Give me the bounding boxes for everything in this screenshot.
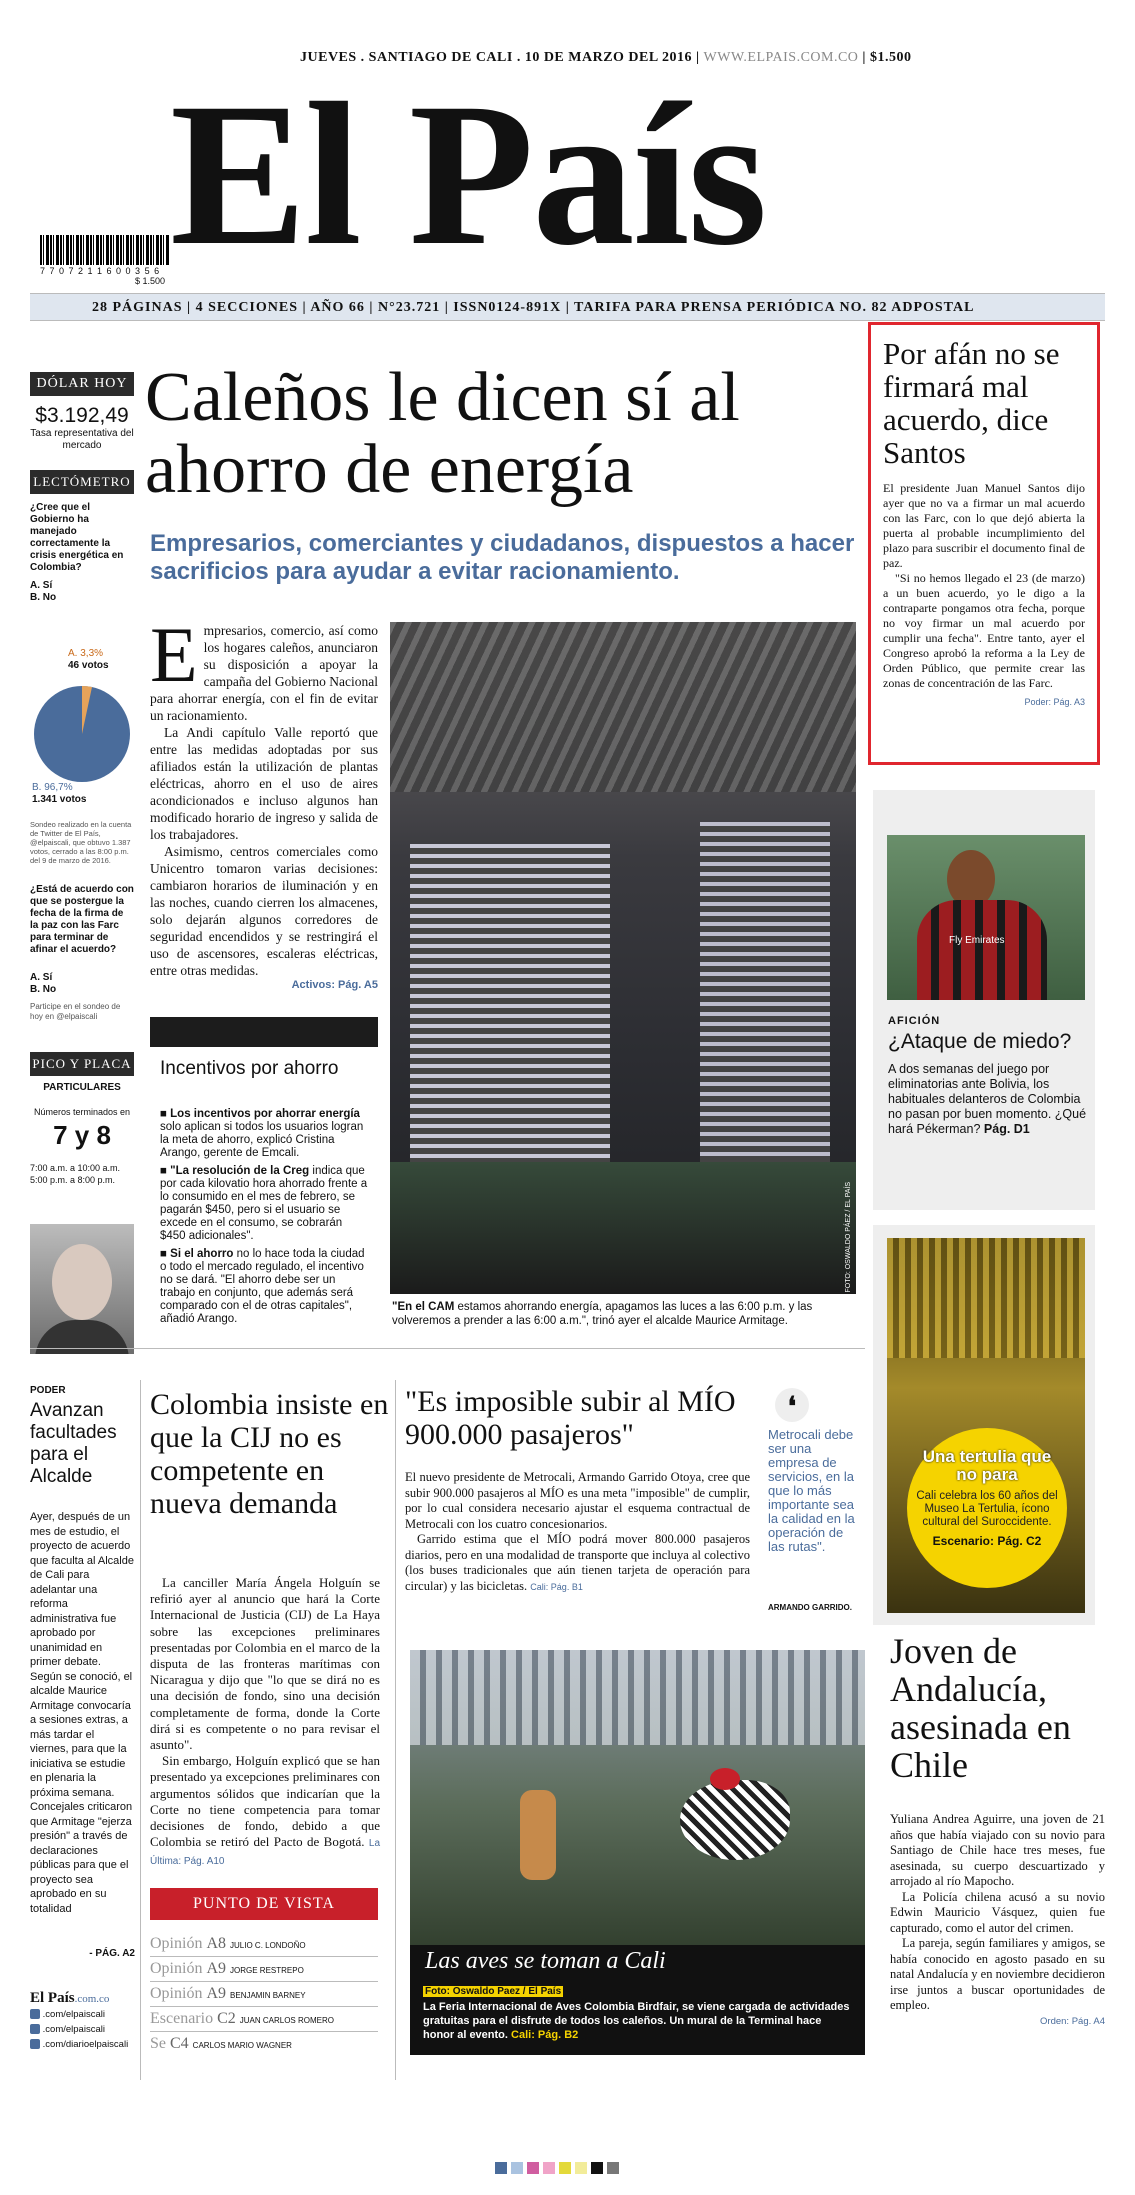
santos-ref[interactable]: Poder: Pág. A3 <box>1024 697 1085 707</box>
footballer-photo <box>887 835 1085 1000</box>
mio-p1: El nuevo presidente de Metrocali, Armando Garrido Otoya, cree que subir 900.000 pasajeros al MÍO es una meta "imposible" de cumplir, por lo cual considera necesario ajustar el esquema contractual de Metrocali con los cuatro concesionarios. <box>405 1470 750 1531</box>
mio-ref[interactable]: Cali: Pág. B1 <box>530 1581 583 1592</box>
pico-placa-label: PICO Y PLACA <box>30 1052 134 1076</box>
punto-de-vista-label: PUNTO DE VISTA <box>150 1888 378 1920</box>
incentivos-list <box>160 1108 370 1326</box>
main-ref[interactable]: Activos: Pág. A5 <box>291 979 378 991</box>
aves-text: La Feria Internacional de Aves Colombia Birdfair, se viene cargada de actividades gratuitas para el disfrute de todos los caleños. Un mural de la Terminal hace honor al evento. Cali: Pág. B2 <box>423 2001 850 2041</box>
aficion-title[interactable]: ¿Ataque de miedo? <box>888 1030 1072 1053</box>
main-story-body <box>150 611 378 991</box>
twitter-icon <box>30 2009 40 2019</box>
dolar-label: DÓLAR HOY <box>30 372 134 396</box>
pico-placa-sub: PARTICULARES <box>43 1082 121 1093</box>
info-strip: 28 PÁGINAS | 4 SECCIONES | AÑO 66 | N°23.721 | ISSN0124-891X | TARIFA PARA PRENSA PERIÓDICA NO. 82 ADPOSTAL <box>30 293 1105 321</box>
dateline: JUEVES . SANTIAGO DE CALI . 10 DE MARZO DEL 2016 <box>300 50 692 65</box>
opinion-row[interactable]: Escenario C2 JUAN CARLOS ROMERO <box>150 2007 378 2032</box>
chile-ref[interactable]: Orden: Pág. A4 <box>1040 2015 1105 2027</box>
poder-ref[interactable]: - PÁG. A2 <box>89 1948 135 1959</box>
tertulia-ref[interactable]: Escenario: Pág. C2 <box>932 1534 1042 1548</box>
social-twitter[interactable]: .com/elpaiscali <box>30 2007 135 2022</box>
santos-p1: El presidente Juan Manuel Santos dijo ayer que no va a firmar un mal acuerdo con las Farc, con lo que dejó abierta la puerta al probable incumplimiento del plazo para suscribir el documento final de paz. <box>883 481 1085 570</box>
aficion-kicker: AFICIÓN <box>888 1015 941 1027</box>
mio-p2: Garrido estima que el MÍO podrá mover 800.000 pasajeros diarios, pero en una modalidad de transporte que incluya al colectivo (los buses tradicionales que aún tienen tarjeta de operación para circular) y las bicicletas. Cali: Pág. B1 <box>405 1532 750 1593</box>
tertulia-text: Cali celebra los 60 años del Museo La Tertulia, ícono cultural del Suroccidente. <box>916 1490 1058 1528</box>
col-separator-1 <box>140 1380 141 2080</box>
price: $1.500 <box>870 50 912 65</box>
cij-body <box>150 1575 380 1871</box>
chile-p1: Yuliana Andrea Aguirre, una joven de 21 años que había viajado con su novio para Santiago de Chile hace tres meses, fue asesinada, su cuerpo descuartizado y arrojado al río Mapocho. <box>890 1812 1105 1888</box>
main-p1: mpresarios, comercio, así como los hogares caleños, anunciaron su disposición a apoyar la campaña del Gobierno Nacional para ahorrar energía, con el fin de evitar un racionamiento. <box>150 623 378 723</box>
tertulia-photo <box>887 1238 1085 1613</box>
aves-title[interactable]: Las aves se toman a Cali <box>425 1948 666 1974</box>
opinion-row[interactable]: Opinión A9 JORGE RESTREPO <box>150 1957 378 1982</box>
incentivo-3: ■ Si el ahorro no lo hace toda la ciudad o todo el mercado regulado, el incentivo no se dará. "El ahorro debe ser un trabajo en conjunto, que además será comparado con el de otras capitales", añadió Arango. <box>160 1248 365 1325</box>
aves-credit: Foto: Oswaldo Paez / El País <box>425 1986 562 1997</box>
pie-label-a <box>68 648 109 672</box>
pie-b-pct: B. 96,7% <box>32 782 73 793</box>
newspaper-logo: El País <box>170 61 766 288</box>
aves-ref[interactable]: Cali: Pág. B2 <box>511 2029 579 2041</box>
barcode-number: 7 7 0 7 2 1 1 6 0 0 3 5 6 <box>40 266 161 276</box>
row-separator <box>30 1348 865 1349</box>
dolar-note: Tasa representativa del mercado <box>30 428 134 451</box>
mio-body <box>405 1470 750 1595</box>
pie-a-pct: A. 3,3% <box>68 648 104 659</box>
tertulia-title[interactable]: Una tertulia que no para <box>922 1447 1052 1484</box>
facebook-icon <box>30 2039 40 2049</box>
santos-story-box <box>868 322 1100 765</box>
drop-cap: E <box>150 611 198 698</box>
poll-question-1: ¿Cree que el Gobierno ha manejado correctamente la crisis energética en Colombia? <box>30 502 124 573</box>
incentivo-1: ■ Los incentivos por ahorrar energía solo aplican si todos los usuarios logran la meta de ahorro, explicó Cristina Arango, gerente de Emcali. <box>160 1108 364 1159</box>
aficion-ref[interactable]: Pág. D1 <box>983 1122 1030 1136</box>
aficion-text: A dos semanas del juego por eliminatorias ante Bolivia, los habituales delanteros de Colombia no pasan por buen momento. ¿Qué hará Pékerman? Pág. D1 <box>888 1062 1087 1136</box>
poll2-option-a: A. Sí <box>30 972 53 983</box>
pico-placa-nums: 7 y 8 <box>53 1120 111 1150</box>
poll-note: Sondeo realizado en la cuenta de Twitter de El País, @elpaiscali, que obtuvo 1.387 votos, cerrado a las 8:00 p.m. del 9 de marzo de 2016. <box>30 820 132 865</box>
dolar-value: $3.192,49 <box>35 404 129 427</box>
main-subhead: Empresarios, comerciantes y ciudadanos, dispuestos a hacer sacrificios para ayudar a evitar racionamiento. <box>150 530 855 585</box>
chile-headline[interactable]: Joven de Andalucía, asesinada en Chile <box>890 1631 1071 1785</box>
social-logo: El País.com.co <box>30 1990 110 2006</box>
poll-pie-chart <box>32 684 132 784</box>
opinion-row[interactable]: Se C4 CARLOS MARIO WAGNER <box>150 2035 292 2052</box>
poll-participate[interactable]: Participe en el sondeo de hoy en @elpaiscali <box>30 1002 121 1021</box>
social-facebook[interactable]: .com/diarioelpaiscali <box>30 2037 135 2052</box>
opinion-row[interactable]: Opinión A8 JULIO C. LONDOÑO <box>150 1932 378 1957</box>
mio-quote: Metrocali debe ser una empresa de servicios, en la que lo más importante sea la calidad en la operación de las rutas". <box>768 1427 855 1554</box>
incentivos-title: Incentivos por ahorro <box>160 1058 339 1079</box>
photo-caption: "En el CAM estamos ahorrando energía, apagamos las luces a las 6:00 p.m. y las volveremos a prender a las 6:00 a.m.", trinó ayer el alcalde Maurice Armitage. <box>392 1301 813 1327</box>
cij-headline[interactable]: Colombia insiste en que la CIJ no es competente en nueva demanda <box>150 1388 389 1520</box>
poder-title[interactable]: Avanzan facultades para el Alcalde <box>30 1400 117 1487</box>
poll-option-a: A. Sí <box>30 580 53 591</box>
barcode-price: $ 1.500 <box>135 276 166 286</box>
incentivo-2: ■ "La resolución de la Creg indica que por cada kilovatio hora ahorrado frente a lo consumido en el mes de febrero, se pagarán $450, pero si el usuario se excede en el consumo, se cobrarán $450 adicionales". <box>160 1165 368 1242</box>
opinion-row[interactable]: Opinión A9 BENJAMIN BARNEY <box>150 1982 378 2007</box>
punto-de-vista-list <box>150 1932 378 2056</box>
shirt-text: Fly Emirates <box>949 935 1005 946</box>
pie-a-votes: 46 votos <box>68 660 109 671</box>
lectometro-label: LECTÓMETRO <box>30 470 134 494</box>
santos-p2: "Si no hemos llegado el 23 (de marzo) a un buen acuerdo, yo le digo a la contraparte pongamos otra fecha, porque no voy firmar un mal acuerdo por cumplir una fecha". Entre tanto, ayer el Congreso aprobó la reforma a la Ley de Orden Público, que permite crear las zonas de concentración de las Farc. <box>883 571 1085 690</box>
registration-marks <box>495 2162 619 2174</box>
pie-label-b <box>32 782 86 806</box>
poder-text: Ayer, después de un mes de estudio, el proyecto de acuerdo que faculta al Alcalde de Cali para adelantar una reforma administrativa fue aprobado por unanimidad en primer debate. Según se conoció, el alcalde Maurice Armitage convocaría a sesiones extras, a más tardar el viernes, para que la iniciativa se estudie en plenaria la próxima semana. Concejales criticaron que Armitage "ejerza presión" a través de declaraciones públicas para que el proyecto sea aprobado en su totalidad <box>30 1511 134 1915</box>
main-p3: Asimismo, centros comerciales como Unicentro tomaron varias decisiones: cambiaron horarios de iluminación y en las noches, cuando cierren los almacenes, solo dejarán algunos corredores de seguridad encendidos y se restringirá el uso de ascensores, escaleras eléctricas, entre otras medidas. <box>150 844 378 978</box>
chile-p3: La pareja, según familiares y amigos, se había conocido en agosto pasado en su natal Andalucía y en noviembre decidieron irse juntos a buscar oportunidades de empleo. <box>890 1936 1105 2012</box>
pico-placa-nums-label: Números terminados en <box>33 1107 131 1117</box>
col-separator-2 <box>395 1380 396 2080</box>
mayor-portrait <box>30 1224 134 1354</box>
pie-b-votes: 1.341 votos <box>32 794 87 805</box>
cij-p1: La canciller María Ángela Holguín se refirió ayer al anuncio que hará la Corte Internacional de Justicia (CIJ) de La Haya sobre las excepciones preliminares presentadas por Colombia en el marco de la disputa de las fronteras marítimas con Nicaragua y dijo que "lo que se dirá no es una decisión de fondo, sino una decisión completamente de forma, donde la Corte dirá si es competente o no para revisar el asunto". <box>150 1575 380 1753</box>
social-instagram[interactable]: .com/elpaiscali <box>30 2022 135 2037</box>
cij-p2: Sin embargo, Holguín explicó que se han presentado ya excepciones preliminares con argumentos sólidos que indicarían que la Corte no tiene competencia para tomar decisiones de fondo, debido a que Colombia se retiró del Pacto de Bogotá. La Última: Pág. A10 <box>150 1753 381 1868</box>
poll2-option-b: B. No <box>30 984 57 995</box>
poll-option-b: B. No <box>30 592 57 603</box>
pico-placa-hours: 7:00 a.m. a 10:00 a.m. 5:00 p.m. a 8:00 p.m. <box>30 1163 121 1185</box>
cij-ref[interactable]: La Última: Pág. A10 <box>150 1838 381 1868</box>
cam-buildings-photo <box>390 622 856 1294</box>
mio-quote-author: ARMANDO GARRIDO. <box>768 1603 852 1612</box>
instagram-icon <box>30 2024 40 2034</box>
main-p2: La Andi capítulo Valle reportó que entre las medidas adoptadas por sus afiliados están la utilización de plantas eléctricas, ahorro en el uso de aires acondicionados e incluso algunos han modificado horario de ingreso y salida de los trabajadores. <box>150 725 378 842</box>
main-headline[interactable]: Caleños le dicen sí al ahorro de energía <box>145 359 740 508</box>
barcode <box>40 235 170 265</box>
mio-headline[interactable]: "Es imposible subir al MÍO 900.000 pasajeros" <box>405 1385 736 1451</box>
dateline-bar: JUEVES . SANTIAGO DE CALI . 10 DE MARZO DEL 2016 | WWW.ELPAIS.COM.CO | $1.500 <box>300 50 912 65</box>
quote-icon: ❛ <box>775 1388 809 1422</box>
aves-mural-photo <box>410 1650 865 1962</box>
chile-p2: La Policía chilena acusó a su novio Edwin Mauricio Vásquez, quien fue capturado, como el autor del crimen. <box>890 1889 1105 1935</box>
photo-credit: FOTO: OSWALDO PÁEZ / EL PAÍS <box>845 1182 852 1293</box>
website-url[interactable]: WWW.ELPAIS.COM.CO <box>703 50 859 65</box>
social-box <box>30 1990 135 2060</box>
santos-headline[interactable]: Por afán no se firmará mal acuerdo, dice Santos <box>883 336 1060 470</box>
chile-body <box>890 1812 1105 2029</box>
sidebar <box>30 372 134 1185</box>
incentivos-bar <box>150 1017 378 1047</box>
poll-question-2: ¿Está de acuerdo con que se postergue la fecha de la firma de la paz con las Farc para terminar de afinar el acuerdo? <box>30 884 134 955</box>
poder-kicker: PODER <box>30 1385 66 1396</box>
